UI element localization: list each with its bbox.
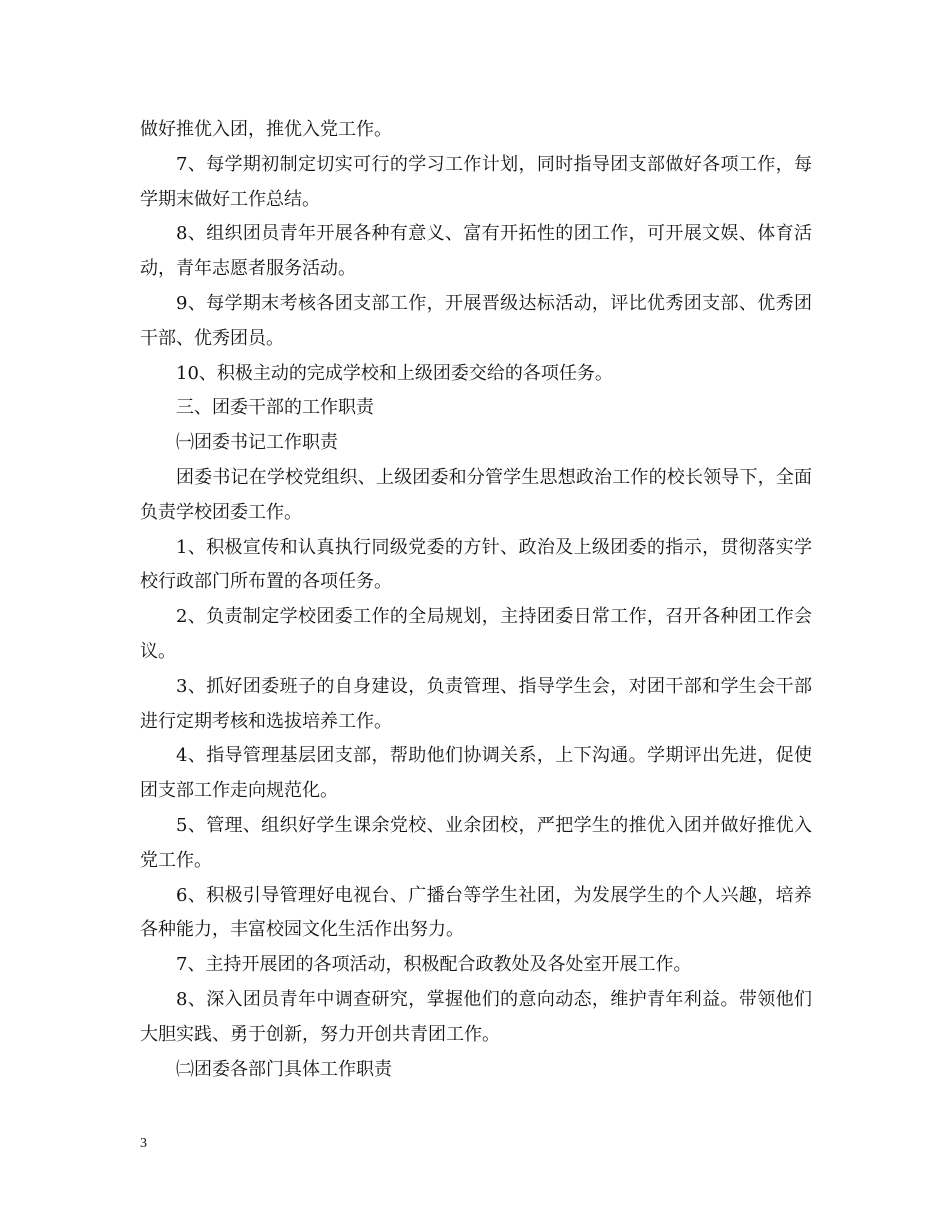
paragraph: 1、积极宣传和认真执行同级党委的方针、政治及上级团委的指示，贯彻落实学校行政部门所布置的各项任务。: [140, 536, 812, 593]
paragraph: 5、管理、组织好学生课余党校、业余团校，严把学生的推优入团并做好推优入党工作。: [140, 814, 812, 871]
paragraph: 2、负责制定学校团委工作的全局规划，主持团委日常工作，召开各种团工作会议。: [140, 606, 812, 662]
document-body: [140, 113, 812, 1087]
paragraph: ㈠团委书记工作职责: [176, 432, 338, 454]
paragraph: 8、深入团员青年中调查研究，掌握他们的意向动态，维护青年利益。带领他们大胆实践、勇于创新，努力开创共青团工作。: [140, 988, 812, 1045]
paragraph: 9、每学期末考核各团支部工作，开展晋级达标活动，评比优秀团支部、优秀团干部、优秀团员。: [140, 292, 812, 349]
paragraph: 10、积极主动的完成学校和上级团委交给的各项任务。: [176, 362, 613, 384]
paragraph: 三、团委干部的工作职责: [176, 397, 374, 419]
paragraph: 7、主持开展团的各项活动，积极配合政教处及各处室开展工作。: [176, 954, 692, 976]
paragraph: 3、抓好团委班子的自身建设，负责管理、指导学生会，对团干部和学生会干部进行定期考核和选拔培养工作。: [140, 675, 812, 732]
page-number: 3: [140, 1136, 147, 1151]
paragraph: 4、指导管理基层团支部，帮助他们协调关系，上下沟通。学期评出先进，促使团支部工作走向规范化。: [140, 745, 812, 802]
paragraph: 6、积极引导管理好电视台、广播台等学生社团，为发展学生的个人兴趣，培养各种能力，丰富校园文化生活作出努力。: [140, 884, 812, 941]
paragraph: 做好推优入团，推优入党工作。: [140, 119, 392, 140]
paragraph: 团委书记在学校党组织、上级团委和分管学生思想政治工作的校长领导下，全面负责学校团委工作。: [140, 466, 812, 523]
paragraph: 8、组织团员青年开展各种有意义、富有开拓性的团工作，可开展文娱、体育活动，青年志愿者服务活动。: [140, 223, 812, 280]
paragraph: ㈡团委各部门具体工作职责: [176, 1058, 392, 1080]
paragraph: 7、每学期初制定切实可行的学习工作计划，同时指导团支部做好各项工作，每学期末做好工作总结。: [140, 153, 812, 210]
